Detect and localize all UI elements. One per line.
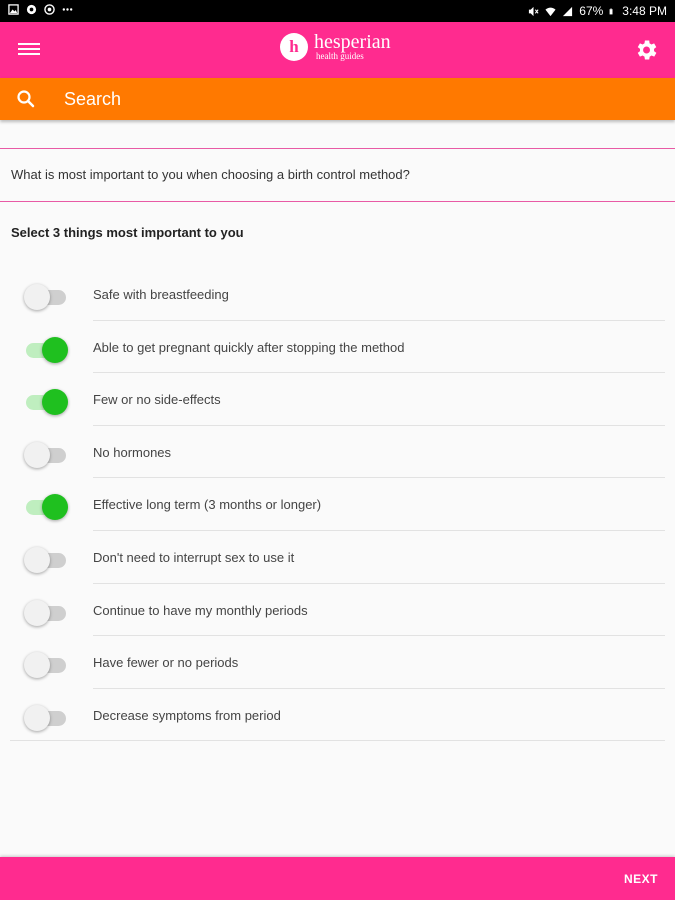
notification-icon [44, 4, 55, 15]
toggle-knob [42, 494, 68, 520]
option-label: Have fewer or no periods [93, 655, 239, 671]
signal-icon [562, 6, 573, 17]
search-input[interactable]: Search [64, 89, 122, 109]
option-label: Safe with breastfeeding [93, 287, 229, 302]
toggle-knob [24, 284, 50, 310]
toggle-knob [24, 705, 50, 731]
toggle-switch[interactable] [24, 389, 68, 415]
notification-icon [26, 4, 37, 15]
option-row[interactable] [0, 636, 675, 689]
battery-icon [609, 6, 616, 17]
option-label: No hormones [93, 444, 172, 460]
toggle-switch[interactable] [24, 442, 68, 468]
battery-percent: 67% [579, 4, 604, 18]
status-bar [0, 0, 675, 22]
option-row[interactable] [0, 373, 675, 426]
wifi-icon [545, 6, 556, 17]
option-label: Continue to have my monthly periods [93, 602, 308, 618]
clock: 3:48 PM [622, 4, 667, 18]
toggle-knob [42, 389, 68, 415]
next-button[interactable]: NEXT [623, 872, 658, 886]
option-label: Few or no side-effects [93, 392, 221, 408]
toggle-knob [24, 547, 50, 573]
option-row[interactable] [0, 531, 675, 584]
option-label: Don't need to interrupt sex to use it [93, 549, 295, 565]
toggle-switch[interactable] [24, 494, 68, 520]
question-text: What is most important to you when choosing a birth control method? [11, 167, 410, 182]
toggle-knob [24, 652, 50, 678]
toggle-switch[interactable] [24, 284, 68, 310]
toggle-switch[interactable] [24, 547, 68, 573]
option-row[interactable] [0, 689, 675, 742]
hesperian-logo [280, 32, 391, 61]
app-bar [0, 22, 675, 78]
toggle-knob [24, 600, 50, 626]
options-list [0, 268, 675, 741]
mute-icon [528, 6, 539, 17]
toggle-knob [24, 442, 50, 468]
option-row[interactable] [0, 321, 675, 374]
question-bottom-divider [0, 201, 675, 202]
toggle-switch[interactable] [24, 652, 68, 678]
toggle-switch[interactable] [24, 705, 68, 731]
logo-mark: h [280, 33, 308, 61]
option-row[interactable] [0, 268, 675, 321]
toggle-switch[interactable] [24, 600, 68, 626]
toggle-switch[interactable] [24, 337, 68, 363]
instruction-text: Select 3 things most important to you [11, 225, 244, 240]
option-row[interactable] [0, 584, 675, 637]
search-icon [16, 89, 36, 109]
option-label: Decrease symptoms from period [93, 707, 281, 723]
logo-subtitle: health guides [316, 51, 364, 61]
question-top-divider [0, 148, 675, 149]
option-row[interactable] [0, 478, 675, 531]
more-icon [62, 4, 73, 15]
image-icon [8, 4, 19, 15]
menu-button[interactable] [18, 40, 40, 60]
toggle-knob [42, 337, 68, 363]
logo-text [314, 32, 391, 61]
option-label: Able to get pregnant quickly after stopping the method [93, 339, 405, 355]
row-divider [10, 740, 665, 741]
gear-icon[interactable] [633, 37, 659, 63]
status-left-icons [8, 4, 73, 15]
search-bar[interactable] [0, 78, 675, 120]
option-row[interactable] [0, 426, 675, 479]
bottom-bar [0, 857, 675, 900]
option-label: Effective long term (3 months or longer) [93, 497, 322, 513]
status-right-icons [528, 4, 667, 18]
logo-name: hesperian [314, 31, 391, 53]
